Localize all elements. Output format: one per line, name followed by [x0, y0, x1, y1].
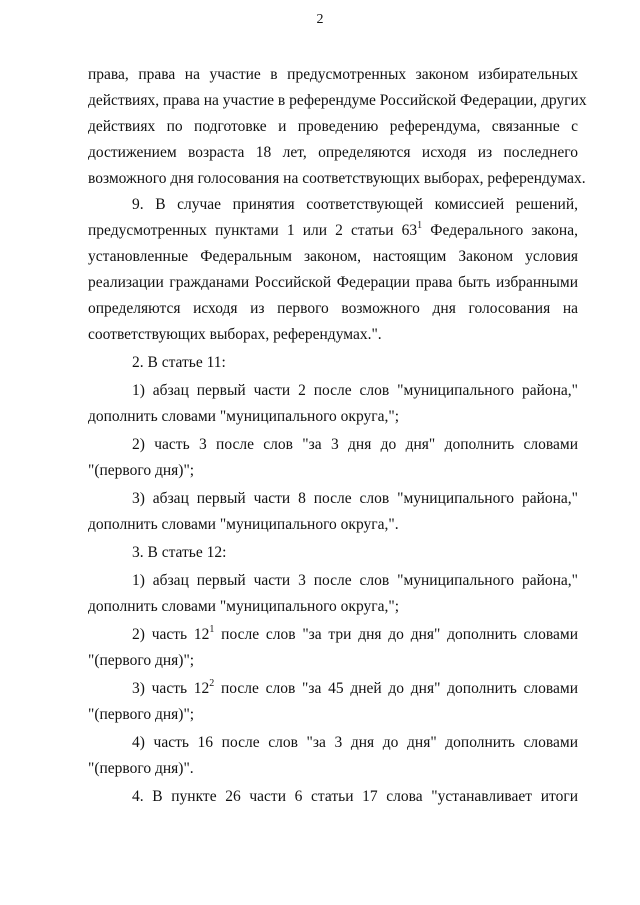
text-line: 1) абзац первый части 2 после слов "муниципального района,"	[132, 382, 578, 399]
text-line: соответствующих выборах, референдумах.".	[88, 326, 382, 343]
text-line: "(первого дня)";	[88, 706, 195, 723]
section-heading: 2. В статье 11:	[132, 354, 226, 371]
text-line: действиях, права на участие в референдуме Российской Федерации, других	[88, 92, 587, 109]
text-line: предусмотренных пунктами 1 или 2 статьи $63^1$ Федерального закона,	[88, 219, 578, 239]
text-line: определяются исходя из первого возможного дня голосования на	[88, 300, 578, 317]
text-line: "(первого дня)";	[88, 652, 195, 669]
text-line: возможного дня голосования на соответствующих выборах, референдумах.	[88, 170, 586, 187]
text-line: 3) часть $12^2$ после слов "за 45 дней до дня" дополнить словами	[132, 677, 578, 697]
text-line: 4. В пункте 26 части 6 статьи 17 слова "устанавливает итоги	[132, 788, 578, 805]
text-line: "(первого дня)".	[88, 760, 194, 777]
text-line: дополнить словами "муниципального округа,".	[88, 516, 399, 533]
text-line: достижением возраста 18 лет, определяются исходя из последнего	[88, 144, 578, 161]
page-number: 2	[316, 12, 324, 27]
text-line: права, права на участие в предусмотренных законом избирательных	[88, 66, 578, 83]
text-line: дополнить словами "муниципального округа,";	[88, 598, 399, 615]
text-line: установленные Федеральным законом, настоящим Законом условия	[88, 248, 578, 265]
section-heading: 3. В статье 12:	[132, 544, 227, 561]
text-line: дополнить словами "муниципального округа,";	[88, 408, 399, 425]
superscript: 1	[417, 219, 423, 231]
superscript: 2	[209, 677, 215, 689]
text-line: 1) абзац первый части 3 после слов "муниципального района,"	[132, 572, 578, 589]
text-line: "(первого дня)";	[88, 462, 195, 479]
text-line: 2) часть 3 после слов "за 3 дня до дня" дополнить словами	[132, 436, 578, 453]
text-line: 3) абзац первый части 8 после слов "муниципального района,"	[132, 490, 578, 507]
text-line: 4) часть 16 после слов "за 3 дня до дня" дополнить словами	[132, 734, 578, 751]
superscript: 1	[209, 623, 215, 635]
paragraph-9-first-line: 9. В случае принятия соответствующей комиссией решений,	[132, 196, 578, 213]
text-line: действиях по подготовке и проведению референдума, связанные с	[88, 118, 578, 135]
text-line: 2) часть $12^1$ после слов "за три дня до дня" дополнить словами	[132, 623, 579, 643]
text-line: реализации гражданами Российской Федерации права быть избранными	[88, 274, 578, 291]
